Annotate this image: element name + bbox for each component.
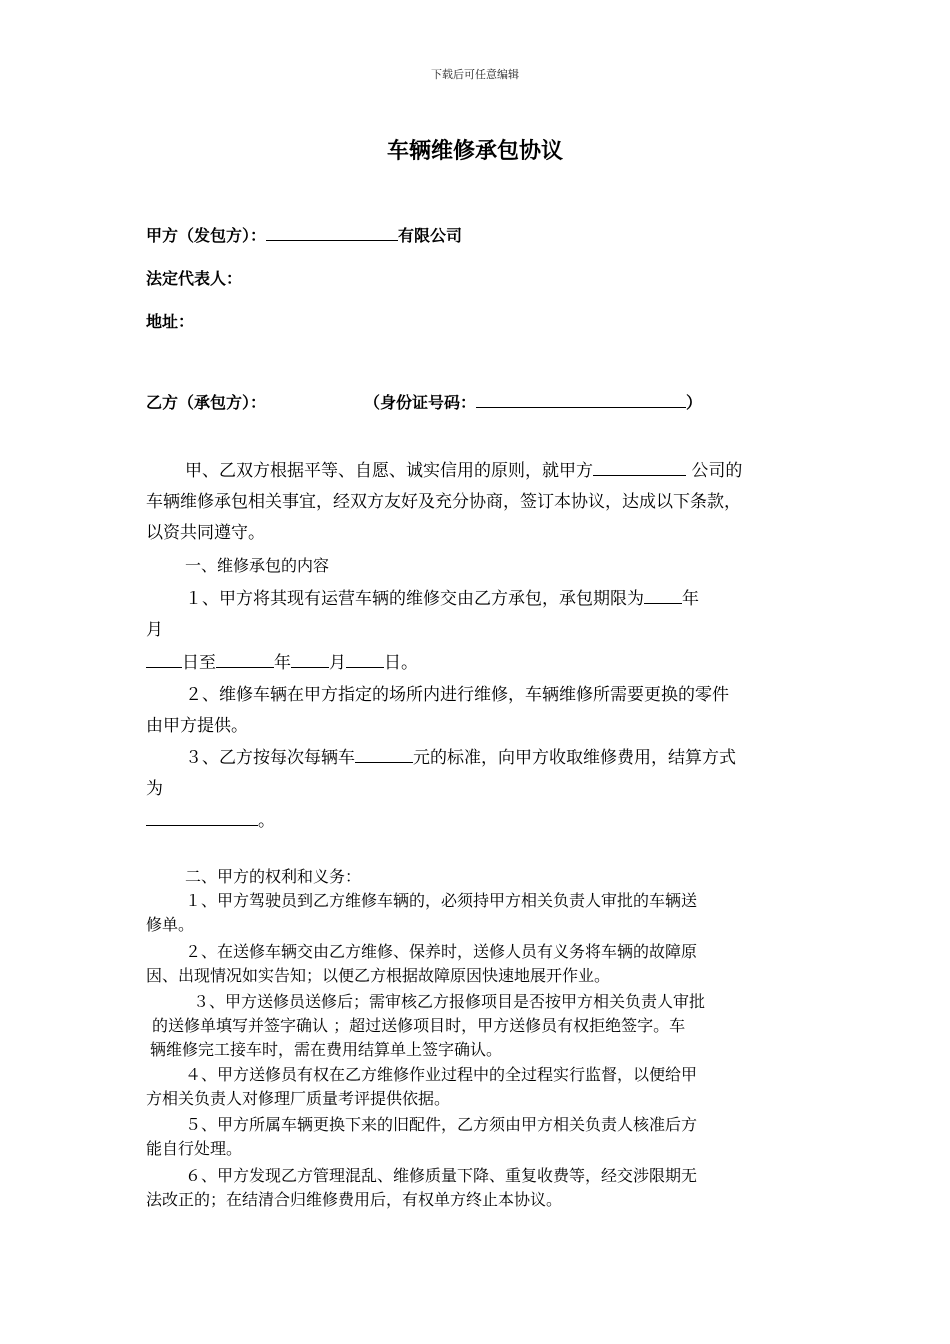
party-b-id-line — [364, 390, 702, 413]
s2-item3-line2: 的送修单填写并签字确认 ；超过送修项目时，甲方送修员有权拒绝签字。车 — [152, 1016, 686, 1035]
preamble-line-2: 车辆维修承包相关事宜，经双方友好及充分协商，签订本协议，达成以下条款， — [146, 492, 741, 512]
s1-item1-start-day-blank[interactable] — [146, 651, 182, 668]
s2-item6-line2: 法改正的；在结清合归维修费用后，有权单方终止本协议。 — [146, 1190, 563, 1209]
party-b-id-blank[interactable] — [476, 391, 686, 408]
s2-item5-line2: 能自行处理。 — [146, 1139, 243, 1158]
s1-item3-line3: 。 — [146, 806, 275, 831]
header-note: 下载后可任意编辑 — [431, 68, 519, 81]
s1-item1-end-year-blank[interactable] — [216, 651, 274, 668]
s1-item3-line2: 为 — [146, 779, 163, 799]
section-1-heading: 一、维修承包的内容 — [185, 556, 330, 575]
party-a-company-suffix: 有限公司 — [398, 226, 463, 245]
s2-item3-line3: 辆维修完工接车时，需在费用结算单上签字确认。 — [150, 1040, 503, 1059]
s2-item6-line1: ６、甲方发现乙方管理混乱、维修质量下降、重复收费等，经交涉限期无 — [185, 1166, 698, 1185]
preamble-line-3: 以资共同遵守。 — [146, 523, 265, 543]
s1-item1-line3: 日至 年 月 日。 — [146, 648, 418, 673]
s1-item1-start-year-blank[interactable] — [644, 587, 682, 604]
s2-item4-line2: 方相关负责人对修理厂质量考评提供依据。 — [146, 1089, 451, 1108]
party-a-label: 甲方（发包方）： — [146, 226, 267, 245]
party-b-label: 乙方（承包方）： — [146, 393, 267, 412]
s2-item2-line2: 因、出现情况如实告知；以便乙方根据故障原因快速地展开作业。 — [146, 966, 611, 985]
party-a-company-blank[interactable] — [266, 224, 398, 241]
party-a-line — [146, 223, 462, 246]
party-b-id-close: ） — [686, 393, 703, 412]
s1-item2-line2: 由甲方提供。 — [146, 716, 248, 736]
s1-item3-settlement-blank[interactable] — [146, 809, 258, 826]
preamble-line-1: 甲、乙双方根据平等、自愿、诚实信用的原则，就甲方 公司的 — [185, 461, 743, 481]
s1-item1-end-month-blank[interactable] — [291, 651, 329, 668]
s1-item1-end-day-blank[interactable] — [346, 651, 384, 668]
s2-item1-line1: １、甲方驾驶员到乙方维修车辆的，必须持甲方相关负责人审批的车辆送 — [185, 891, 698, 910]
s1-item2-line1: ２、维修车辆在甲方指定的场所内进行维修，车辆维修所需要更换的零件 — [185, 685, 729, 705]
party-b-id-label: （身份证号码： — [364, 393, 477, 412]
section-2-heading: 二、甲方的权利和义务： — [185, 867, 362, 886]
s1-item1-line1: １、甲方将其现有运营车辆的维修交由乙方承包，承包期限为 年 — [185, 589, 699, 609]
address-label: 地址： — [146, 312, 195, 331]
s2-item5-line1: ５、甲方所属车辆更换下来的旧配件，乙方须由甲方相关负责人核准后方 — [185, 1115, 698, 1134]
legal-rep-label: 法定代表人： — [146, 269, 243, 288]
s2-item2-line1: ２、在送修车辆交由乙方维修、保养时，送修人员有义务将车辆的故障原 — [185, 942, 698, 961]
s1-item3-fee-blank[interactable] — [355, 746, 413, 763]
s2-item1-line2: 修单。 — [146, 915, 195, 934]
s2-item4-line1: ４、甲方送修员有权在乙方维修作业过程中的全过程实行监督，以便给甲 — [185, 1065, 698, 1084]
document-title: 车辆维修承包协议 — [386, 139, 563, 164]
s2-item3-line1: ３、甲方送修员送修后；需审核乙方报修项目是否按甲方相关负责人审批 — [193, 992, 706, 1011]
preamble-company-blank[interactable] — [593, 459, 686, 476]
s1-item1-line2: 月 — [146, 620, 163, 640]
s1-item3-line1: ３、乙方按每次每辆车 元的标准，向甲方收取维修费用，结算方式 — [185, 748, 736, 768]
